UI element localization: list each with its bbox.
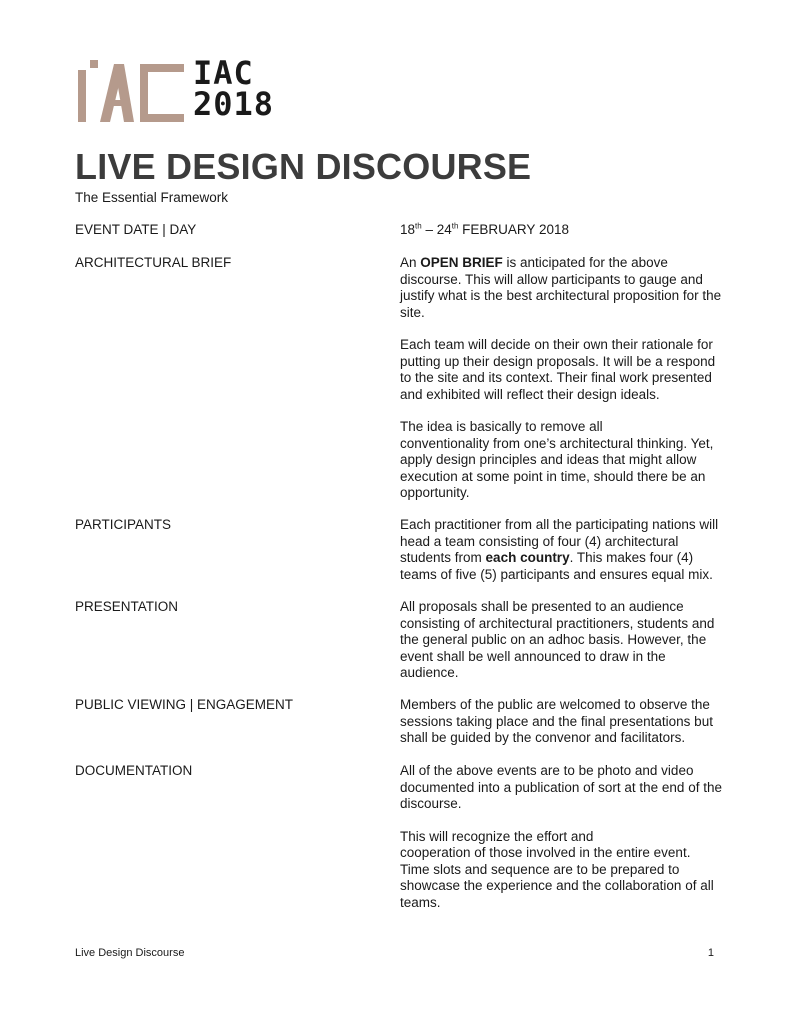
event-month-year: FEBRUARY 2018 — [458, 222, 569, 237]
page-subtitle: The Essential Framework — [75, 190, 229, 205]
participants-label: PARTICIPANTS — [75, 517, 172, 532]
brief-label: ARCHITECTURAL BRIEF — [75, 255, 232, 270]
page-title: LIVE DESIGN DISCOURSE — [75, 146, 532, 187]
iac-logo-mark — [78, 60, 184, 124]
event-start-day: 18 — [400, 222, 416, 237]
participants-text-a: Each practitioner from all the participating nations will head a team consisting of four (4) architectural students from — [400, 517, 719, 565]
event-date-value — [400, 222, 722, 239]
participants-emphasis: each country — [485, 550, 570, 565]
logo-text-line1: IAC — [193, 54, 254, 92]
documentation-p2-rest: cooperation of those involved in the entire event. Time slots and sequence are to be prepared to showcase the experience and the collaboration of all teams. — [400, 845, 714, 910]
brief-paragraph-3 — [400, 419, 722, 502]
presentation-label: PRESENTATION — [75, 599, 179, 614]
documentation-body — [400, 763, 722, 927]
event-start-suffix: th — [415, 221, 422, 231]
event-date-dash: – — [421, 222, 437, 237]
documentation-paragraph-2 — [400, 829, 722, 912]
participants-body — [400, 517, 722, 583]
logo-wordmark — [193, 54, 275, 123]
brief-p1-lead: An — [400, 255, 421, 270]
documentation-paragraph-1: All of the above events are to be photo and video documented into a publication of sort at the end of the discourse. — [400, 763, 722, 811]
public-viewing-body: Members of the public are welcomed to observe the sessions taking place and the final presentations but shall be guided by the convenor and facilitators. — [400, 697, 713, 745]
documentation-label: DOCUMENTATION — [75, 763, 193, 778]
presentation-body: All proposals shall be presented to an audience consisting of architectural practitioners, students and the general public on an adhoc basis. However, the event shall be well announced to draw in the audience. — [400, 599, 715, 680]
public-viewing-label: PUBLIC VIEWING | ENGAGEMENT — [75, 697, 294, 712]
brief-p3-line1: The idea is basically to remove all — [400, 419, 603, 434]
event-date-label: EVENT DATE | DAY — [75, 222, 197, 237]
brief-body — [400, 255, 722, 518]
brief-paragraph-1 — [400, 255, 722, 321]
event-end-suffix: th — [451, 221, 459, 231]
documentation-p2-line1: This will recognize the effort and — [400, 828, 594, 844]
page-number: 1 — [707, 947, 714, 959]
brief-p1-emphasis: OPEN BRIEF — [420, 255, 503, 270]
footer-title: Live Design Discourse — [75, 947, 185, 959]
event-end-day: 24 — [436, 222, 452, 237]
brief-p1-rest: is anticipated for the above discourse. This will allow participants to gauge and justify what is the best architectural proposition for the site. — [400, 255, 722, 320]
brief-p3-rest: conventionality from one’s architectural thinking. Yet, apply design principles and ideas that might allow execution at some point in time, should there be an opportunity. — [400, 435, 714, 500]
brief-paragraph-2: Each team will decide on their own their rationale for putting up their design proposals. It will be a respond to the site and its context. Their final work presented and exhibited will reflect their design ideals. — [400, 337, 716, 402]
participants-text-b: . This makes four (4) teams of five (5) participants and ensures equal mix. — [400, 550, 713, 582]
logo-text-line2: 2018 — [193, 85, 275, 123]
